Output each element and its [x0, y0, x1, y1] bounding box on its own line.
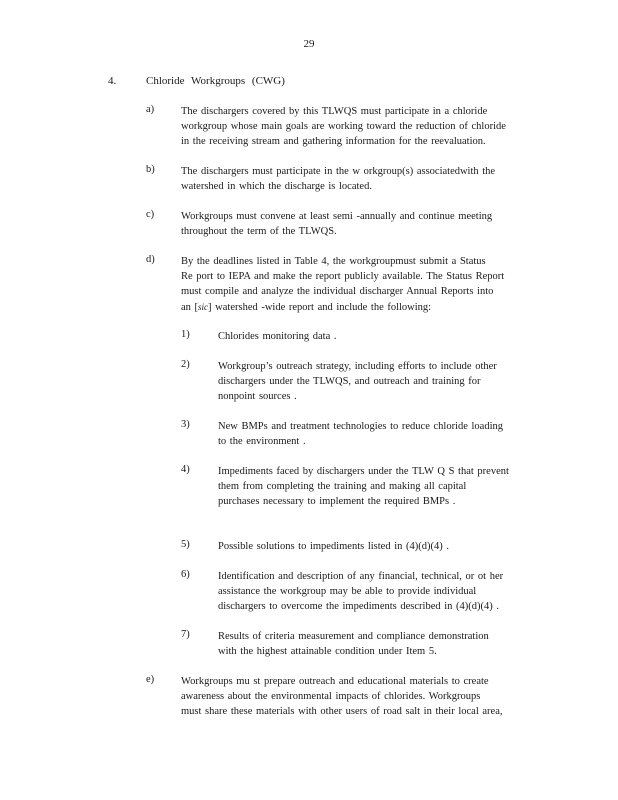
subitem-4-line-2: them from completing the training and making all capital: [218, 481, 467, 493]
subitem-6-line-3: dischargers to overcome the impediments described in (4)(d)(4) .: [218, 601, 500, 613]
subitem-2-line-1: Workgroup’s outreach strategy, including efforts to include other: [218, 361, 497, 372]
item-e-line-2: awareness about the environmental impacts of chlorides. Workgroups: [181, 691, 481, 703]
item-e-line-1: Workgroups mu st prepare outreach and educational materials to create: [181, 676, 489, 687]
item-c-marker: c): [146, 209, 155, 220]
subitem-4-line-3: purchases necessary to implement the required BMPs .: [218, 496, 456, 508]
subitem-2-marker: 2): [181, 359, 190, 370]
item-a-line-3: in the receiving stream and gathering information for the reevaluation.: [181, 136, 486, 148]
page-number: 29: [303, 38, 315, 50]
subitem-5-line-1: Possible solutions to impediments listed in (4)(d)(4) .: [218, 541, 449, 552]
item-b-line-1: The dischargers must participate in the w orkgroup(s) associatedwith the: [181, 166, 496, 177]
item-d-line-4: [181, 300, 537, 315]
item-d-line-4-start: an [: [181, 301, 199, 313]
subitem-7-line-2: with the highest attainable condition under Item 5.: [218, 646, 437, 658]
subitem-4-marker: 4): [181, 464, 190, 475]
subitem-4-line-1: Impediments faced by dischargers under the TLW Q S that prevent: [218, 466, 509, 477]
item-d-line-4-rest: ] watershed -wide report and include the following:: [208, 301, 432, 313]
item-d-text: [181, 254, 537, 315]
item-a-text: [181, 104, 537, 150]
subitem-7-line-1: Results of criteria measurement and compliance demonstration: [218, 631, 489, 642]
item-e-line-3: must share these materials with other users of road salt in their local area,: [181, 706, 503, 718]
item-b-line-2: watershed in which the discharge is located.: [181, 181, 372, 193]
subitem-2-text: [218, 359, 536, 405]
subitem-1-text: [218, 329, 536, 344]
item-a-line-1: The dischargers covered by this TLWQS must participate in a chloride: [181, 106, 488, 117]
subitem-6-marker: 6): [181, 569, 190, 580]
section-title: Chloride Workgroups (CWG): [146, 75, 285, 87]
subitem-3-line-1: New BMPs and treatment technologies to reduce chloride loading: [218, 421, 504, 432]
subitem-1-line-1: Chlorides monitoring data .: [218, 331, 337, 342]
subitem-1-marker: 1): [181, 329, 190, 340]
subitem-5-marker: 5): [181, 539, 190, 550]
subitem-2-line-2: dischargers under the TLWQS, and outreach and training for: [218, 376, 481, 388]
subitem-5-text: [218, 539, 536, 554]
item-b-marker: b): [146, 164, 155, 175]
section-number: 4.: [108, 75, 117, 87]
item-d-line-3: must compile and analyze the individual discharger Annual Reports into: [181, 286, 494, 298]
item-a-marker: a): [146, 104, 155, 115]
subitem-3-marker: 3): [181, 419, 190, 430]
item-c-text: [181, 209, 537, 239]
item-e-marker: e): [146, 674, 155, 685]
item-c-line-2: throughout the term of the TLWQS.: [181, 226, 337, 238]
subitem-2-line-3: nonpoint sources .: [218, 391, 297, 403]
subitem-6-line-1: Identification and description of any financial, technical, or ot her: [218, 571, 504, 582]
subitem-3-line-2: to the environment .: [218, 436, 306, 448]
sic-annotation: sic: [198, 301, 209, 312]
item-d-line-2: Re port to IEPA and make the report publicly available. The Status Report: [181, 271, 505, 283]
subitem-3-text: [218, 419, 536, 449]
subitem-4-text: [218, 464, 536, 510]
subitem-6-line-2: assistance the workgroup may be able to provide individual: [218, 586, 477, 598]
item-a-line-2: workgroup whose main goals are working toward the reduction of chloride: [181, 121, 506, 133]
item-d-line-1: By the deadlines listed in Table 4, the workgroupmust submit a Status: [181, 256, 486, 267]
item-b-text: [181, 164, 537, 194]
item-d-marker: d): [146, 254, 155, 265]
subitem-7-marker: 7): [181, 629, 190, 640]
item-c-line-1: Workgroups must convene at least semi -annually and continue meeting: [181, 211, 493, 222]
subitem-6-text: [218, 569, 536, 615]
subitem-7-text: [218, 629, 536, 659]
item-e-text: [181, 674, 537, 720]
